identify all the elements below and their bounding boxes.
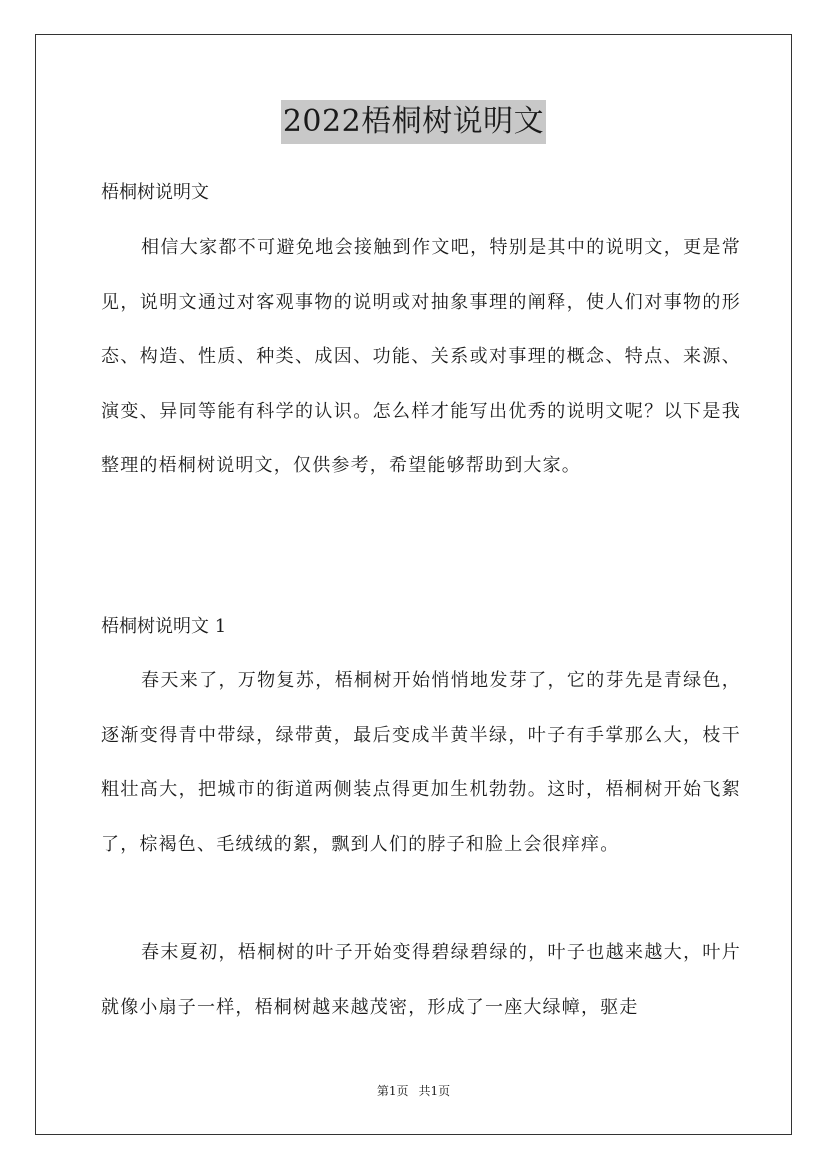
document-title: 2022梧桐树说明文 [281,100,546,144]
page-number: 第1页 [376,1084,409,1098]
body-paragraph-2: 春末夏初，梧桐树的叶子开始变得碧绿碧绿的，叶子也越来越大，叶片就像小扇子一样，梧桐树越来越茂密，形成了一座大绿幛，驱走 [101,942,741,1018]
page-footer [0,1083,827,1099]
body-paragraph-1: 春天来了，万物复苏，梧桐树开始悄悄地发芽了，它的芽先是青绿色，逐渐变得青中带绿，绿带黄，最后变成半黄半绿，叶子有手掌那么大，枝干粗壮高大，把城市的街道两侧装点得更加生机勃勃。这时，梧桐树开始飞絮了，棕褐色、毛绒绒的絮，飘到人们的脖子和脸上会很痒痒。 [101,670,741,855]
section-heading-1: 梧桐树说明文 1 [101,616,227,637]
intro-paragraph: 相信大家都不可避免地会接触到作文吧，特别是其中的说明文，更是常见，说明文通过对客观事物的说明或对抽象事理的阐释，使人们对事物的形态、构造、性质、种类、成因、功能、关系或对事理的概念、特点、来源、演变、异同等能有科学的认识。怎么样才能写出优秀的说明文呢？以下是我整理的梧桐树说明文，仅供参考，希望能够帮助到大家。 [101,237,741,476]
section-heading: 梧桐树说明文 [101,182,209,203]
page-total: 共1页 [418,1084,451,1098]
title-container [0,100,827,144]
